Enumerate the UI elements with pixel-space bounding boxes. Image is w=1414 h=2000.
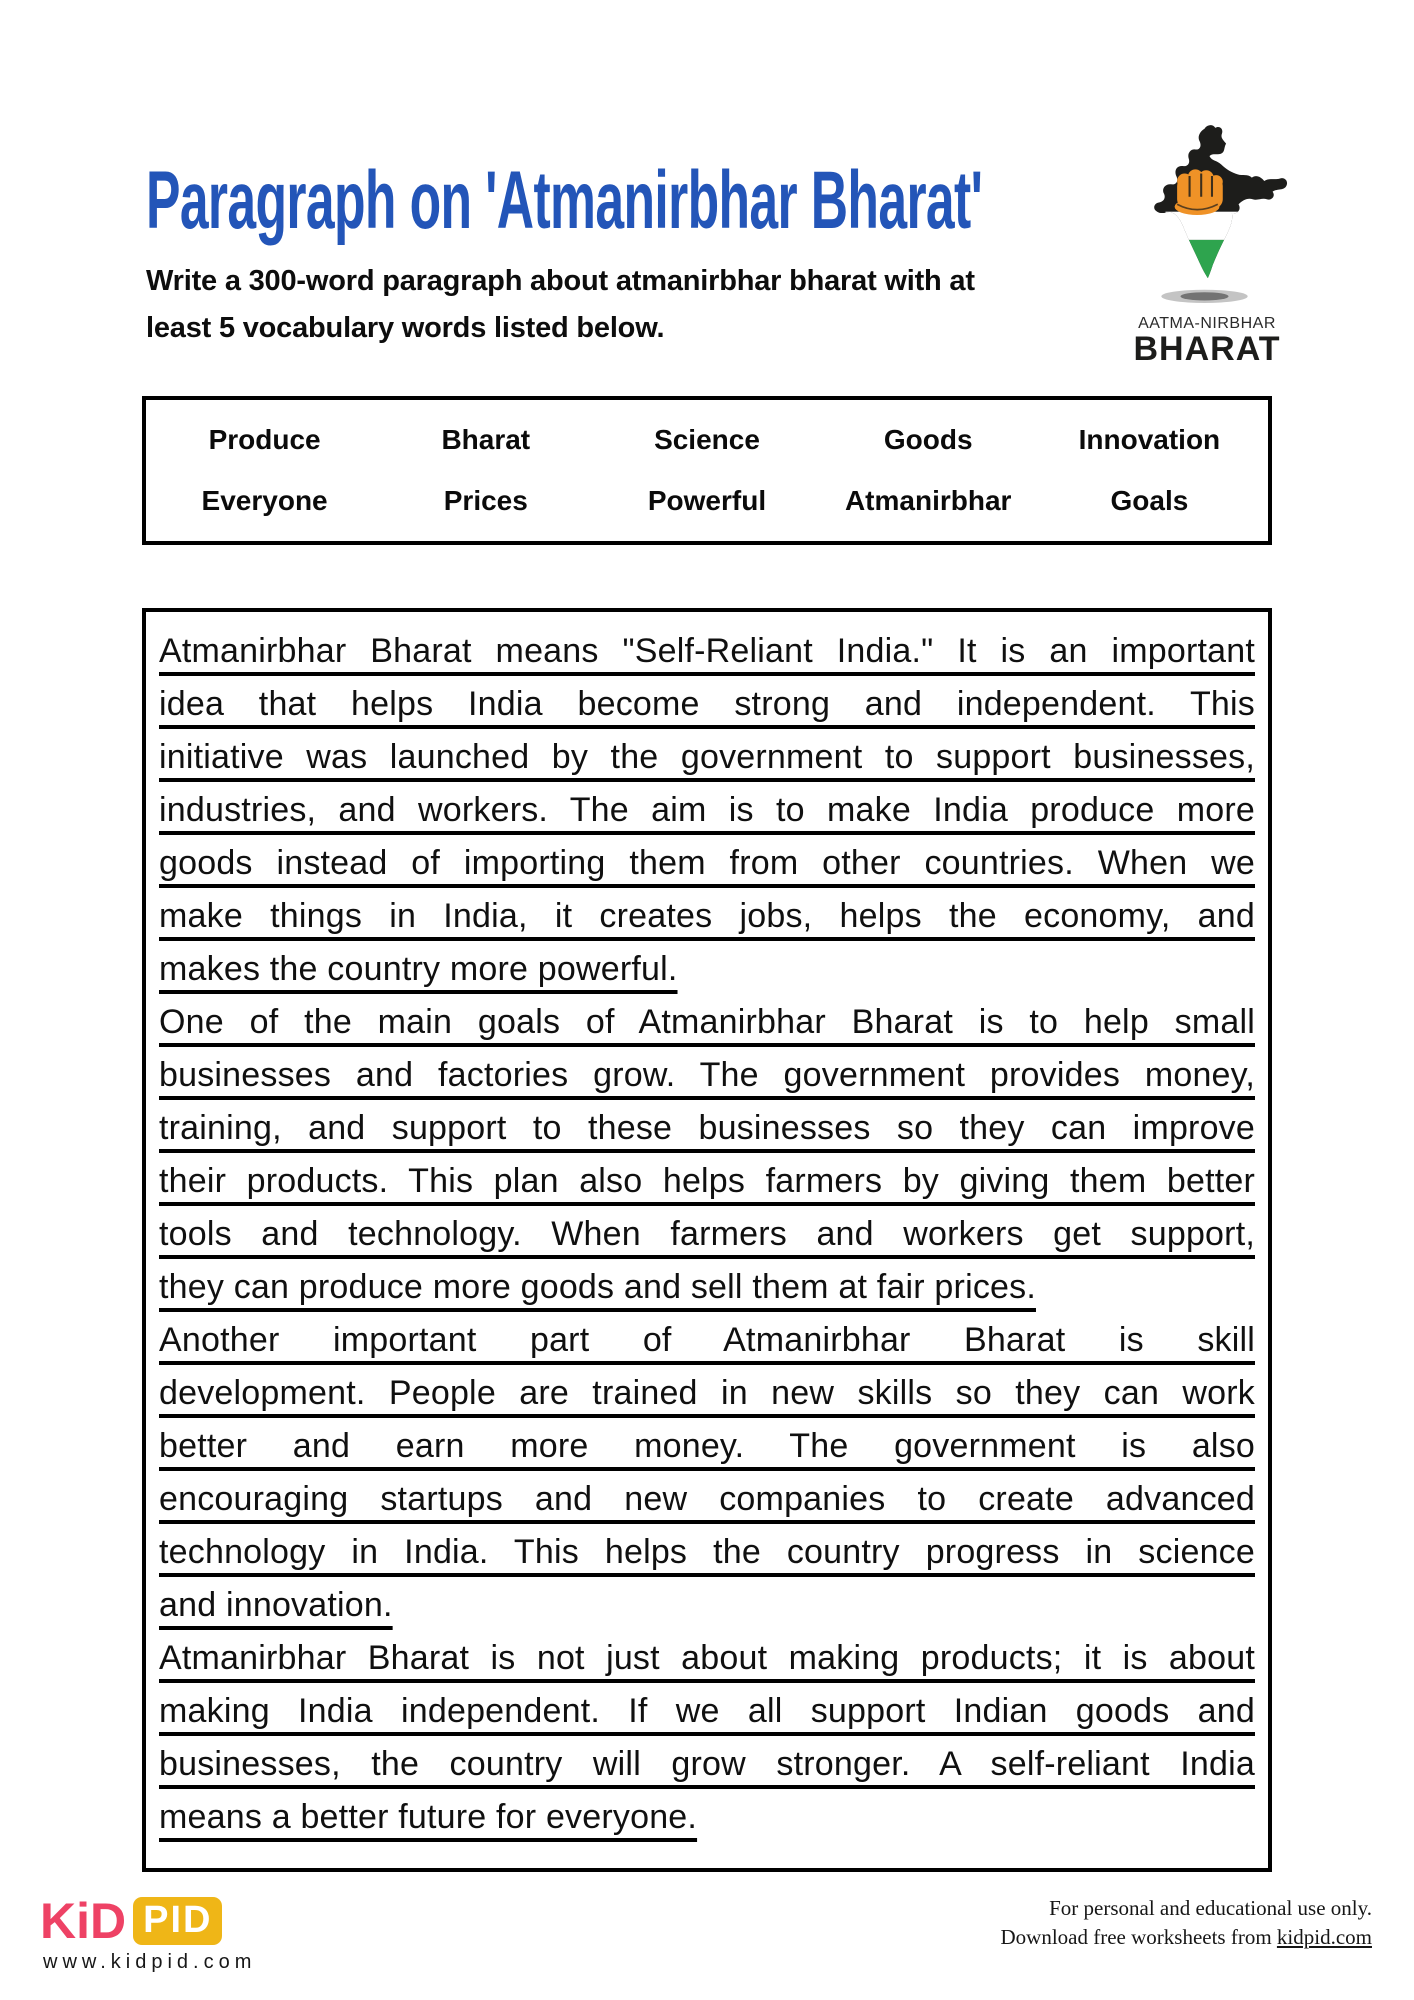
essay-line: training, and support to these businesses so they can improve [159,1109,1255,1147]
india-map-tricolor-fist-icon [1111,122,1303,313]
essay-box [142,608,1272,1872]
essay-line: initiative was launched by the government to support businesses, [159,738,1255,776]
kidpid-logo-kid: KiD [40,1893,127,1949]
vocabulary-word: Everyone [201,484,328,516]
instructions-line-1: Write a 300-word paragraph about atmanirbhar bharat with at [146,265,975,297]
essay-line: makes the country more powerful. [159,950,678,988]
vocabulary-word: Bharat [441,424,531,456]
essay-line: Atmanirbhar Bharat means "Self-Reliant India." It is an important [159,632,1255,670]
vocabulary-word: Innovation [1078,424,1221,456]
logo-text-bottom: BHARAT [1133,330,1281,368]
website-url: www.kidpid.com [43,1951,257,1973]
aatma-nirbhar-bharat-logo [1111,122,1303,369]
usage-note-line-2 [1001,1923,1373,1952]
usage-note-line-1: For personal and educational use only. [1049,1896,1372,1920]
vocabulary-word: Produce [208,424,321,456]
usage-note-line-2-text: Download free worksheets from [1000,1925,1277,1949]
instructions-line-2: least 5 vocabulary words listed below. [146,312,665,344]
essay-line: they can produce more goods and sell them at fair prices. [159,1268,1036,1306]
essay-line: encouraging startups and new companies to create advanced [159,1480,1255,1518]
essay-line: making India independent. If we all support Indian goods and [159,1692,1255,1730]
essay-line: Another important part of Atmanirbhar Bharat is skill [159,1321,1255,1359]
essay-line: businesses, the country will grow stronger. A self-reliant India [159,1745,1255,1783]
essay-line: technology in India. This helps the country progress in science [159,1533,1255,1571]
kidpid-logo [40,1893,222,1949]
instructions [146,258,975,352]
essay-line: One of the main goals of Atmanirbhar Bharat is to help small [159,1003,1255,1041]
vocabulary-word: Prices [443,484,528,516]
kidpid-link[interactable]: kidpid.com [1276,1925,1372,1949]
essay-line: their products. This plan also helps farmers by giving them better [159,1162,1255,1200]
vocabulary-word: Goods [883,424,973,456]
essay-line: better and earn more money. The government is also [159,1427,1255,1465]
essay-line: means a better future for everyone. [159,1798,698,1836]
essay-line: goods instead of importing them from other countries. When we [159,844,1255,882]
essay-line: businesses and factories grow. The government provides money, [159,1056,1255,1094]
essay-line: make things in India, it creates jobs, helps the economy, and [159,897,1255,935]
vocabulary-box [142,396,1272,545]
essay-line: industries, and workers. The aim is to make India produce more [159,791,1255,829]
essay-line: Atmanirbhar Bharat is not just about making products; it is about [159,1639,1255,1677]
vocabulary-word: Goals [1110,484,1189,516]
kidpid-logo-pid: PID [133,1897,222,1945]
vocabulary-word: Powerful [647,484,767,516]
logo-text-top: AATMA-NIRBHAR [1138,315,1276,332]
essay-line: development. People are trained in new skills so they can work [159,1374,1255,1412]
essay-line: idea that helps India become strong and independent. This [159,685,1255,723]
vocabulary-word: Science [654,424,760,456]
essay-line: and innovation. [159,1586,393,1624]
usage-note [1001,1894,1373,1952]
page-title: Paragraph on 'Atmanirbhar Bharat' [146,155,983,246]
essay-line: tools and technology. When farmers and workers get support, [159,1215,1255,1253]
vocabulary-word: Atmanirbhar [844,484,1012,516]
